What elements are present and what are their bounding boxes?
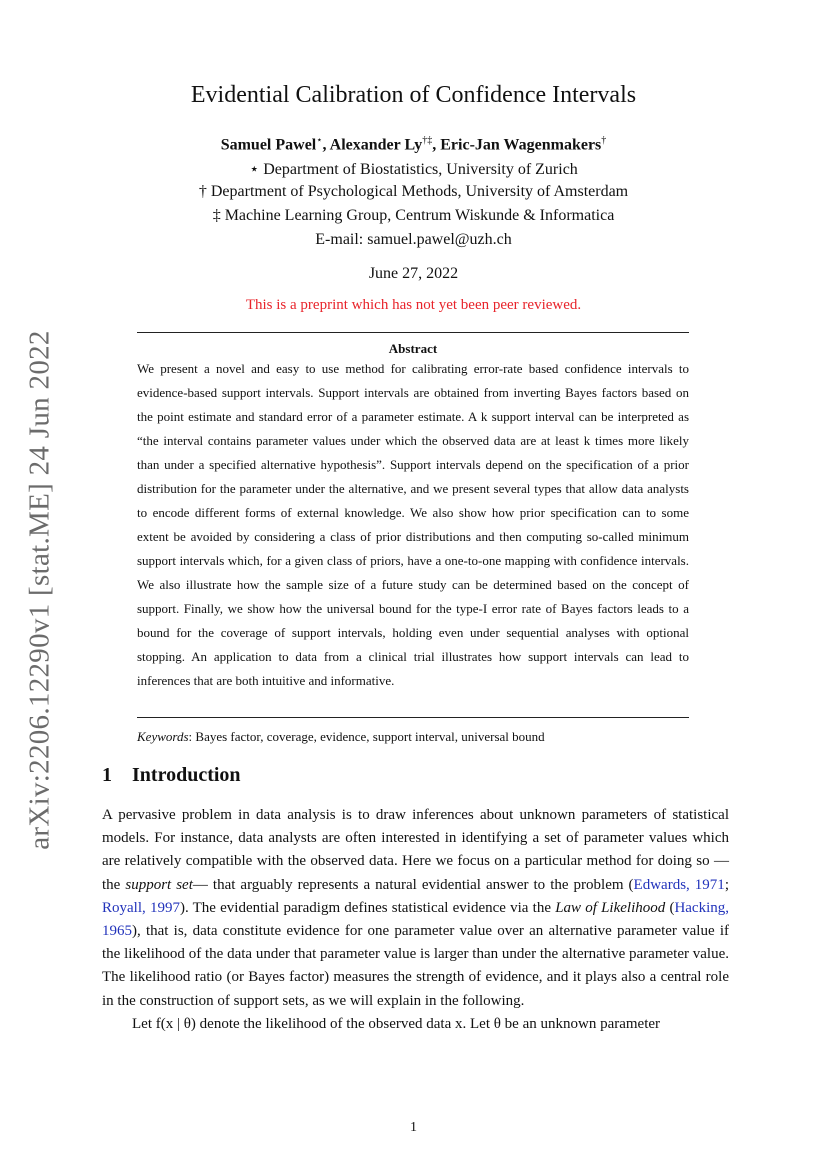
author-3: Eric-Jan Wagenmakers [440, 136, 602, 154]
citation-royall[interactable]: Royall, 1997 [102, 899, 180, 916]
preprint-notice: This is a preprint which has not yet been peer reviewed. [245, 297, 582, 313]
author-2: Alexander Ly [329, 136, 423, 154]
arxiv-identifier: arXiv:2206.12290v1 [stat.ME] 24 Jun 2022 [23, 330, 56, 850]
section-heading [102, 764, 241, 787]
keywords-label: Keywords [137, 729, 189, 744]
abstract-top-rule [137, 332, 689, 333]
abstract-heading: Abstract [388, 341, 438, 356]
citation-hacking[interactable]: Hacking, 1965 [102, 899, 730, 940]
paragraph-2: Let f(x | θ) denote the likelihood of the observed data x. Let θ be an unknown parameter [132, 1015, 661, 1032]
abstract-text: We present a novel and easy to use method for calibrating error-rate based confidence intervals to evidence-based support intervals. Support intervals are obtained from inverting Bayes factors based on the point estimate and standard error of a parameter estimate. A k support interval can be interpreted as “the interval contains parameter values under which the observed data are at least k times more likely than under a specified alternative hypothesis”. Support intervals depend on the specification of a prior distribution for the parameter under the alternative, and we present several types that allow data analysts to encode different forms of external knowledge. We also show how prior specification can to some extent be avoided by considering a class of prior distributions and then computing so-called minimum support intervals which, for a given class of priors, have a one-to-one mapping with confidence intervals. We also illustrate how the sample size of a future study can be determined based on the concept of support. Finally, we show how the universal bound for the type-I error rate of Bayes factors leads to a bound for the coverage of support intervals, holding even under sequential analyses with optional stopping. An application to data from a clinical trial illustrates how support intervals can lead to inferences that are both intuitive and informative. [137, 361, 689, 688]
page-number: 1 [410, 1120, 417, 1135]
affiliation-3: ‡ Machine Learning Group, Centrum Wiskunde & Informatica [212, 207, 615, 224]
author-email: E-mail: samuel.pawel@uzh.ch [315, 231, 512, 248]
support-set-term: support set [125, 876, 193, 893]
abstract-bottom-rule [137, 717, 689, 718]
author-2-mark: †‡ [422, 135, 433, 146]
affiliation-2: † Department of Psychological Methods, University of Amsterdam [198, 183, 629, 200]
section-number: 1 [102, 764, 112, 786]
section-title: Introduction [132, 764, 241, 786]
paper-date: June 27, 2022 [368, 265, 459, 282]
keywords-text: : Bayes factor, coverage, evidence, support interval, universal bound [188, 729, 545, 744]
author-3-mark: † [601, 135, 607, 146]
paragraph-1: A pervasive problem in data analysis is to draw inferences about unknown parameters of statistical models. For instance, data analysts are often interested in identifying a set of parameter values which are relatively compatible with the observed data. Here we focus on a particular method for doing so —the support set— that arguably represents a natural evidential answer to the problem (Edwards, 1971; Royall, 1997). The evidential paradigm defines statistical evidence via the Law of Likelihood (Hacking, 1965), that is, data constitute evidence for one parameter value over an alternative parameter value if the likelihood of the data under that parameter value is larger than under the alternative parameter value. The likelihood ratio (or Bayes factor) measures the strength of evidence, and it plays also a central role in the construction of support sets, as we will explain in the following. [102, 807, 730, 1009]
author-1-mark: ⋆ [316, 135, 323, 146]
affiliation-1: ⋆ Department of Biostatistics, University of Zurich [249, 161, 578, 178]
keywords-line [137, 729, 689, 745]
author-1: Samuel Pawel [220, 136, 317, 154]
paper-title: Evidential Calibration of Confidence Intervals [190, 82, 637, 108]
citation-edwards[interactable]: Edwards, 1971 [633, 876, 725, 893]
author-list: Samuel Pawel⋆, Alexander Ly†‡, Eric-Jan Wagenmakers† [220, 135, 607, 154]
body-text [102, 804, 729, 1036]
arxiv-sidebar [20, 300, 60, 880]
law-of-likelihood-term: Law of Likelihood [555, 899, 666, 916]
